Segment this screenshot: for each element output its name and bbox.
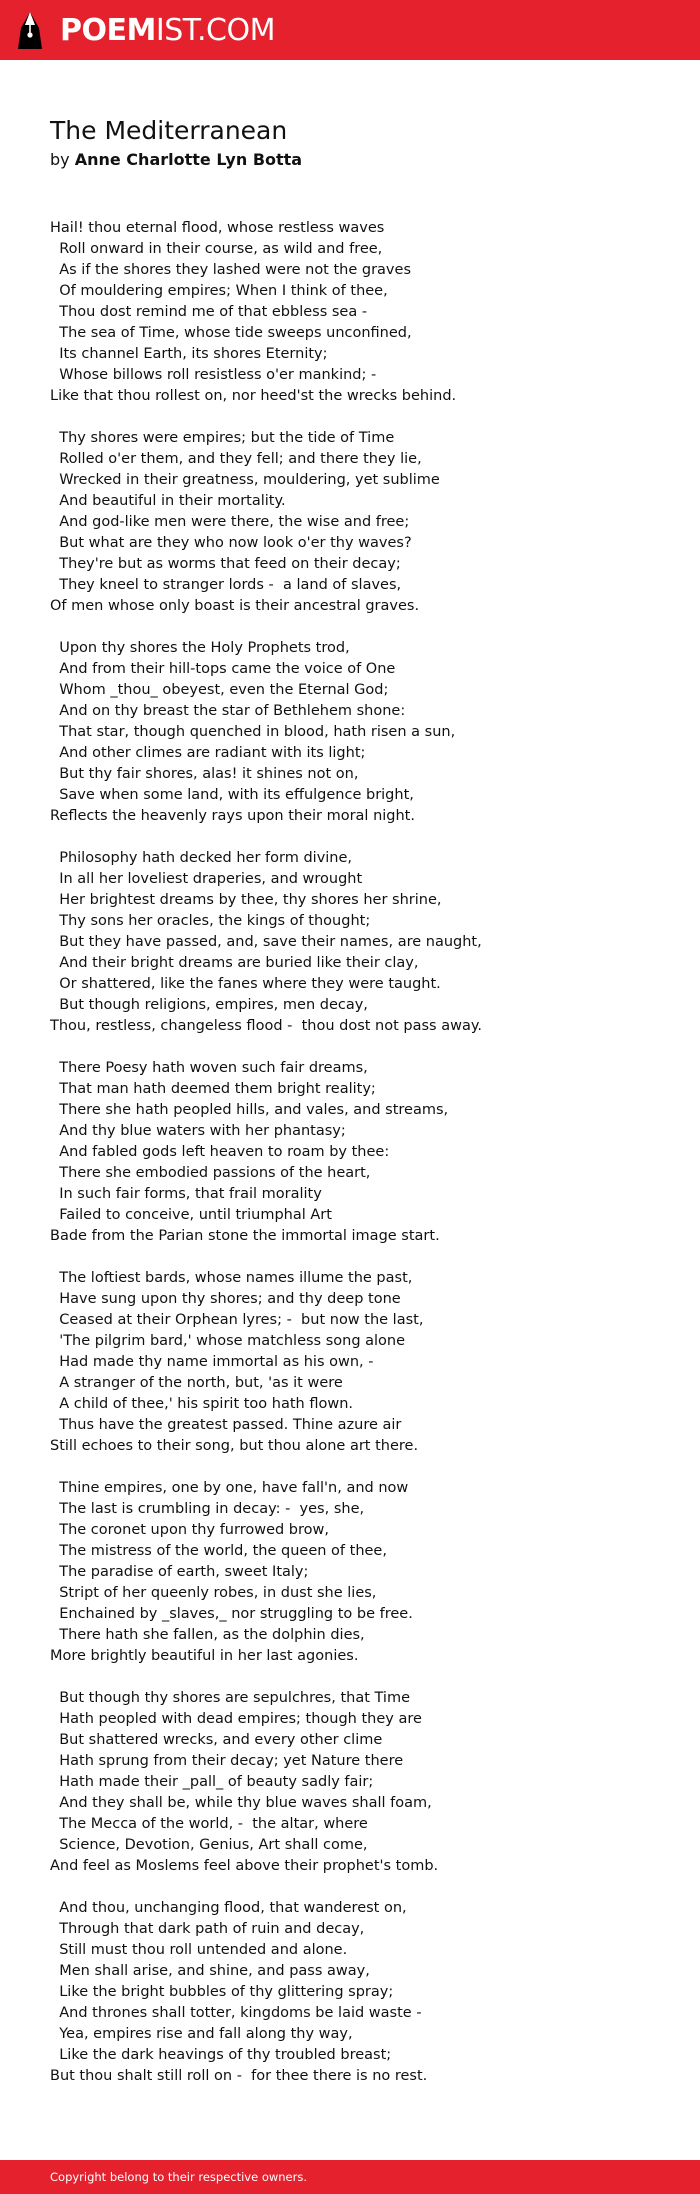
poem-line: They're but as worms that feed on their decay; <box>50 556 401 572</box>
stanza <box>50 1058 670 1247</box>
poem-line: Enchained by _slaves,_ nor struggling to be free. <box>50 1606 413 1622</box>
poem-line: Philosophy hath decked her form divine, <box>50 850 353 866</box>
poem-line: Upon thy shores the Holy Prophets trod, <box>50 640 350 656</box>
poem-header <box>50 115 660 171</box>
poem-title: The Mediterranean <box>50 116 288 145</box>
poem-line: In such fair forms, that frail morality <box>50 1186 322 1202</box>
poem-line: Still echoes to their song, but thou alone art there. <box>50 1438 419 1454</box>
poem-line: There she hath peopled hills, and vales, and streams, <box>50 1102 449 1118</box>
poem-line: Hath peopled with dead empires; though they are <box>50 1711 422 1727</box>
poem-line: That man hath deemed them bright reality; <box>50 1081 376 1097</box>
poem-line: Like the dark heavings of thy troubled breast; <box>50 2047 392 2063</box>
poem-line: Wrecked in their greatness, mouldering, yet sublime <box>50 472 440 488</box>
poem-line: Save when some land, with its effulgence bright, <box>50 787 414 803</box>
poem-line: And from their hill-tops came the voice of One <box>50 661 396 677</box>
poem-line: That star, though quenched in blood, hath risen a sun, <box>50 724 456 740</box>
poem-line: A stranger of the north, but, 'as it were <box>50 1375 343 1391</box>
poem-line: More brightly beautiful in her last agonies. <box>50 1648 359 1664</box>
top-bar <box>0 0 700 60</box>
poem-line: And on thy breast the star of Bethlehem shone: <box>50 703 406 719</box>
poem-line: Its channel Earth, its shores Eternity; <box>50 346 328 362</box>
copyright-notice: Copyright belong to their respective owners. <box>50 2170 308 2184</box>
poem-line: Thou, restless, changeless flood - thou dost not pass away. <box>50 1018 482 1034</box>
site-logo[interactable] <box>16 11 275 51</box>
poem-line: The loftiest bards, whose names illume the past, <box>50 1270 413 1286</box>
poem-line: Hath sprung from their decay; yet Nature there <box>50 1753 404 1769</box>
poem-line: Whom _thou_ obeyest, even the Eternal God; <box>50 682 389 698</box>
poem-line: Still must thou roll untended and alone. <box>50 1942 348 1958</box>
poem-line: Through that dark path of ruin and decay, <box>50 1921 365 1937</box>
by-label: by <box>50 150 70 169</box>
poem-line: Thy sons her oracles, the kings of thought; <box>50 913 371 929</box>
poem-line: Like the bright bubbles of thy glittering spray; <box>50 1984 394 2000</box>
poem-line: And thy blue waters with her phantasy; <box>50 1123 346 1139</box>
poem-line: Her brightest dreams by thee, thy shores her shrine, <box>50 892 442 908</box>
poem-line: A child of thee,' his spirit too hath flown. <box>50 1396 353 1412</box>
poem-line: And thrones shall totter, kingdoms be laid waste - <box>50 2005 422 2021</box>
poem-line: Ceased at their Orphean lyres; - but now the last, <box>50 1312 424 1328</box>
footer <box>0 2160 700 2194</box>
poem-line: Roll onward in their course, as wild and free, <box>50 241 383 257</box>
poem-line: And thou, unchanging flood, that wanderest on, <box>50 1900 407 1916</box>
poem-line: Had made thy name immortal as his own, - <box>50 1354 374 1370</box>
byline <box>50 149 660 171</box>
stanza <box>50 848 670 1037</box>
poem-line: Yea, empires rise and fall along thy way, <box>50 2026 353 2042</box>
poem-line: The mistress of the world, the queen of thee, <box>50 1543 387 1559</box>
poem-line: And other climes are radiant with its light; <box>50 745 366 761</box>
poem-line: But what are they who now look o'er thy waves? <box>50 535 412 551</box>
poem-line: Of mouldering empires; When I think of thee, <box>50 283 388 299</box>
poem-line: Like that thou rollest on, nor heed'st the wrecks behind. <box>50 388 457 404</box>
poem-line: There hath she fallen, as the dolphin dies, <box>50 1627 365 1643</box>
poem-line: Stript of her queenly robes, in dust she lies, <box>50 1585 377 1601</box>
poem-line: The paradise of earth, sweet Italy; <box>50 1564 309 1580</box>
poem-line: Or shattered, like the fanes where they were taught. <box>50 976 441 992</box>
stanza <box>50 1688 670 1877</box>
poem-line: There Poesy hath woven such fair dreams, <box>50 1060 368 1076</box>
author-name: Anne Charlotte Lyn Botta <box>74 150 303 169</box>
poem-line: And their bright dreams are buried like their clay, <box>50 955 419 971</box>
poem-line: Failed to conceive, until triumphal Art <box>50 1207 332 1223</box>
stanza <box>50 1478 670 1667</box>
poem-line: Hail! thou eternal flood, whose restless waves <box>50 220 385 236</box>
poem-line: 'The pilgrim bard,' whose matchless song alone <box>50 1333 406 1349</box>
poem-line: Rolled o'er them, and they fell; and there they lie, <box>50 451 422 467</box>
poem-line: The coronet upon thy furrowed brow, <box>50 1522 329 1538</box>
poem-line: Of men whose only boast is their ancestral graves. <box>50 598 420 614</box>
poem-line: There she embodied passions of the heart, <box>50 1165 371 1181</box>
poem-line: They kneel to stranger lords - a land of slaves, <box>50 577 402 593</box>
poem-line: Reflects the heavenly rays upon their moral night. <box>50 808 415 824</box>
poem-line: But they have passed, and, save their names, are naught, <box>50 934 482 950</box>
poem-line: But thy fair shores, alas! it shines not on, <box>50 766 359 782</box>
poem-line: And god-like men were there, the wise and free; <box>50 514 410 530</box>
poem-line: But thou shalt still roll on - for thee there is no rest. <box>50 2068 428 2084</box>
poem-line: But though thy shores are sepulchres, that Time <box>50 1690 410 1706</box>
poem-line: Men shall arise, and shine, and pass away, <box>50 1963 370 1979</box>
poem-line: Thy shores were empires; but the tide of Time <box>50 430 395 446</box>
stanza <box>50 218 670 407</box>
poem-body <box>50 218 670 2108</box>
poem-line: Hath made their _pall_ of beauty sadly fair; <box>50 1774 374 1790</box>
poem-line: Whose billows roll resistless o'er mankind; - <box>50 367 377 383</box>
poem-line: In all her loveliest draperies, and wrought <box>50 871 363 887</box>
poem-line: Thus have the greatest passed. Thine azure air <box>50 1417 402 1433</box>
poem-line: And they shall be, while thy blue waves shall foam, <box>50 1795 432 1811</box>
poem-line: Science, Devotion, Genius, Art shall come, <box>50 1837 368 1853</box>
poem-line: And feel as Moslems feel above their prophet's tomb. <box>50 1858 439 1874</box>
poem-line: Thine empires, one by one, have fall'n, and now <box>50 1480 409 1496</box>
brand-name: POEMIST.COM <box>60 13 275 48</box>
pen-nib-icon <box>16 11 44 51</box>
poem-line: The Mecca of the world, - the altar, where <box>50 1816 368 1832</box>
stanza <box>50 638 670 827</box>
stanza <box>50 428 670 617</box>
poem-line: Thou dost remind me of that ebbless sea - <box>50 304 368 320</box>
poem-line: The sea of Time, whose tide sweeps unconfined, <box>50 325 412 341</box>
poem-line: Have sung upon thy shores; and thy deep tone <box>50 1291 401 1307</box>
poem-line: Bade from the Parian stone the immortal image start. <box>50 1228 440 1244</box>
stanza <box>50 1898 670 2087</box>
poem-line: And fabled gods left heaven to roam by thee: <box>50 1144 390 1160</box>
poem-line: But shattered wrecks, and every other clime <box>50 1732 383 1748</box>
poem-line: And beautiful in their mortality. <box>50 493 286 509</box>
stanza <box>50 1268 670 1457</box>
poem-line: The last is crumbling in decay: - yes, she, <box>50 1501 365 1517</box>
poem-line: But though religions, empires, men decay, <box>50 997 368 1013</box>
poem-line: As if the shores they lashed were not the graves <box>50 262 411 278</box>
